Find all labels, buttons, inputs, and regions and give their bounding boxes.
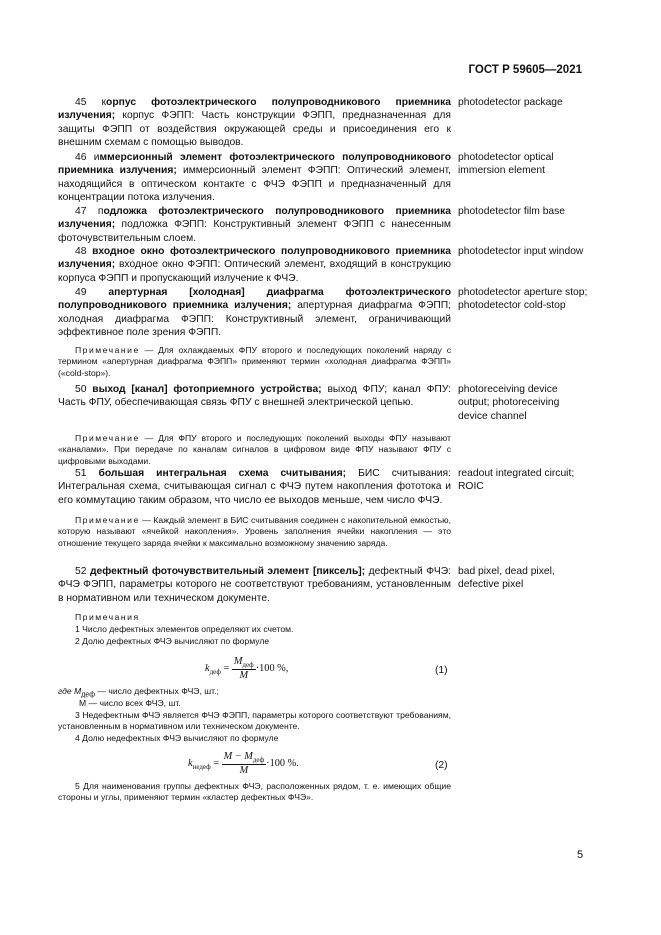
term-title: апертурная [холодная] диафрагма фотоэлектрического полупроводникового приемника излучения;: [58, 287, 451, 312]
term-definition: корпус ФЭПП: Часть конструкции ФЭПП, предназначенная для защиты ФЭПП от воздействия окружающей среды и присоединения его к внешним схемам с помощью выводов.: [58, 110, 451, 149]
english-term-47: photodetector film base: [458, 206, 566, 217]
term-entry-45: [58, 96, 451, 150]
term-title: выход [канал] фотоприемного устройства;: [92, 384, 322, 395]
page-number: 5: [577, 849, 584, 861]
where-2: M — число всех ФЧЭ, шт.: [79, 698, 181, 708]
note-52-3: 3 Недефектным ФЧЭ является ФЧЭ ФЭПП, параметры которого соответствуют требованиям, установленным в нормативном или техническом документе.: [58, 710, 451, 732]
note-label: Примечание: [75, 345, 140, 355]
note-51: [58, 515, 451, 549]
english-term-50: photoreceiving device output; photoreceiving device channel: [458, 384, 560, 422]
entry-number: 47 п: [75, 206, 104, 217]
term-definition: дефектный ФЧЭ: ФЧЭ ФЭПП, параметры которого не соответствуют требованиям, установленным в нормативном или техническом документе.: [58, 566, 451, 604]
fraction: $\frac{M_{деф}}{M}$: [233, 656, 254, 682]
term-definition: входное окно ФЭПП: Оптический элемент, входящий в конструкцию корпуса ФЭПП и пропускающий излучение к ФЧЭ.: [58, 259, 451, 284]
term-entry-47: [58, 205, 451, 245]
term-title: входное окно фотоэлектрического полупроводникового приемника излучения;: [58, 246, 451, 271]
entry-number: 50: [75, 384, 93, 395]
note-label: Примечание: [75, 515, 140, 525]
term-definition: выход ФПУ; канал ФПУ: Часть ФПУ, обеспечивающая связь ФПУ с внешней электрической цепью.: [58, 384, 451, 409]
english-term-51: readout integrated circuit; ROIC: [458, 468, 575, 493]
note-label: Примечание: [75, 433, 140, 443]
document-header: ГОСТ Р 59605—2021: [468, 64, 582, 76]
term-entry-51: [58, 467, 451, 507]
english-term-48: photodetector input window: [458, 246, 584, 257]
term-entry-49: [58, 286, 451, 340]
term-entry-46: [58, 151, 451, 205]
formula-2: $k_{недеф}$ = $\frac{M - M_{деф}}{M}$ ·100 %.: [188, 751, 299, 777]
english-term-45: photodetector package: [458, 97, 563, 108]
entry-number: 46 и: [75, 152, 100, 163]
note-52-2: 2 Долю дефектных ФЧЭ вычисляют по формуле: [75, 636, 270, 646]
english-term-49: photodetector aperture stop; photodetector cold-stop: [458, 287, 588, 312]
entry-number: 49: [75, 287, 109, 298]
notes-52-label: Примечания: [75, 612, 140, 622]
term-definition: иммерсионный элемент ФЭПП: Оптический элемент, находящийся в оптическом контакте с ФЧЭ ФЭПП и предназначенный для концентрации потока излучения.: [58, 165, 451, 204]
term-title: одложка фотоэлектрического полупроводникового приемника излучения;: [58, 206, 451, 231]
fraction: $\frac{M - M_{деф}}{M}$: [223, 751, 265, 777]
term-definition: апертурная диафрагма ФЭПП; холодная диафрагма ФЭПП: Конструктивный элемент, ограничивающий эффективное поле зрения ФЭПП.: [58, 300, 452, 339]
note-52-5: 5 Для наименования группы дефектных ФЧЭ, расположенных рядом, т. е. имеющих общие стороны и углы, применяют термин «кластер дефектных ФЧЭ».: [58, 781, 451, 803]
term-title: ммерсионный элемент фотоэлектрического полупроводникового приемника излучения;: [58, 152, 451, 177]
entry-number: 52: [75, 566, 90, 577]
note-text: — Для ФПУ второго и последующих поколений выходы ФПУ называют «каналами». При передаче по каналам сигналов в цифровом виде ФПУ называют ФПУ с цифровыми выходами.: [58, 433, 451, 466]
term-title: большая интегральная схема считывания;: [98, 468, 347, 479]
where-1: где $M_{деф}$ — число дефектных ФЧЭ, шт.;: [58, 686, 219, 699]
formula-1: $k_{деф}$ = $\frac{M_{деф}}{M}$ ·100 %,: [205, 656, 289, 682]
term-entry-52: [58, 565, 451, 605]
term-definition: подложка ФЭПП: Конструктивный элемент ФЭПП с нанесенным фоточувствительным слоем.: [58, 219, 451, 244]
entry-number: 51: [75, 468, 99, 479]
equation-number-2: (2): [435, 760, 448, 771]
term-entry-50: [58, 383, 451, 410]
entry-number: 48: [75, 246, 93, 257]
term-title: дефектный фоточувствительный элемент [пиксель];: [89, 566, 366, 577]
equation-number-1: (1): [435, 665, 448, 676]
note-text: — Для охлаждаемых ФПУ второго и последующих поколений наряду с термином «апертурная диафрагма ФЭПП» применяют термин «холодная диафрагма ФЭПП» («cold-stop»).: [58, 345, 451, 378]
term-entry-48: [58, 245, 451, 285]
english-term-52: bad pixel, dead pixel, defective pixel: [458, 566, 555, 591]
note-50: [58, 433, 451, 467]
note-52-4: 4 Долю недефектных ФЧЭ вычисляют по формуле: [75, 733, 279, 743]
note-52-1: 1 Число дефектных элементов определяют их счетом.: [75, 624, 294, 634]
english-term-46: photodetector optical immersion element: [458, 152, 554, 177]
note-text: — Каждый элемент в БИС считывания соединен с накопительной емкостью, которую называют «ячейкой накопления». Уровень заполнения ячейки накопления — это отношение текущего заряда ячейки к максимально возможному значению заряда.: [58, 515, 451, 548]
entry-number: 45 к: [75, 97, 107, 108]
note-49: [58, 345, 451, 379]
term-title: орпус фотоэлектрического полупроводникового приемника излучения;: [58, 97, 451, 122]
term-definition: БИС считывания: Интегральная схема, считывающая сигнал с ФЧЭ путем накопления фототока и его коммутацию таким образом, что число ее выходов меньше, чем число ФЧЭ.: [58, 468, 451, 506]
